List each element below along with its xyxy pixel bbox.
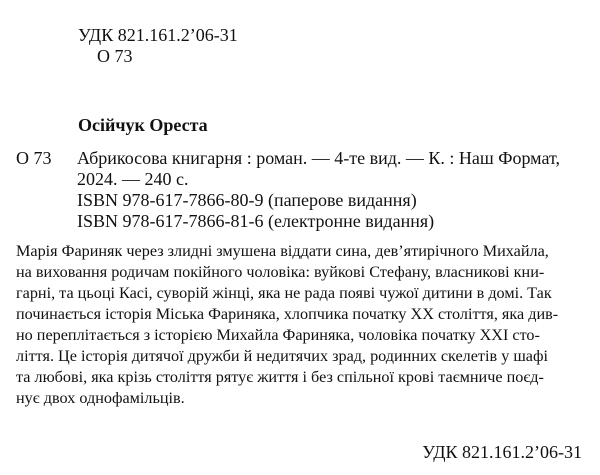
annotation-line: гарні, та цьоці Касі, суворій жінці, яка не рада появі чужої дитини в домі. Так bbox=[16, 284, 552, 302]
annotation-line: та любові, яка крізь століття рятує життя і без спільної крові таємниче поєд- bbox=[16, 368, 544, 386]
annotation-line: но переплітається з історією Михайла Фариняка, чоловіка початку ХХІ сто- bbox=[16, 326, 540, 344]
title-line-2: 2024. — 240 с. bbox=[77, 169, 189, 189]
annotation-line: нує двох однофамільців. bbox=[16, 389, 185, 407]
footer-udk: УДК 821.161.2’06-31 bbox=[422, 442, 582, 462]
annotation-line: Марія Фариняк через злидні змушена віддати сина, дев’ятирічного Михайла, bbox=[16, 242, 549, 260]
isbn-print: ISBN 978-617-7866-80-9 (паперове видання) bbox=[77, 190, 417, 210]
header-author-mark: О 73 bbox=[97, 46, 133, 66]
annotation-line: починається історія Міська Фариняка, хлопчика початку ХХ століття, яка див- bbox=[16, 305, 559, 323]
annotation-line: на виховання родичам покійного чоловіка: вуйкові Стефану, власникові кни- bbox=[16, 263, 545, 281]
isbn-digital: ISBN 978-617-7866-81-6 (електронне видання) bbox=[77, 211, 435, 231]
record-mark: О 73 bbox=[16, 148, 52, 168]
header-udk: УДК 821.161.2’06-31 bbox=[78, 25, 238, 45]
title-line-1: Абрикосова книгарня : роман. — 4-те вид. — К. : Наш Формат, bbox=[77, 148, 560, 168]
author-name: Осійчук Ореста bbox=[78, 115, 208, 135]
annotation-line: ліття. Це історія дитячої дружби й недитячих зрад, родинних скелетів у шафі bbox=[16, 347, 548, 365]
